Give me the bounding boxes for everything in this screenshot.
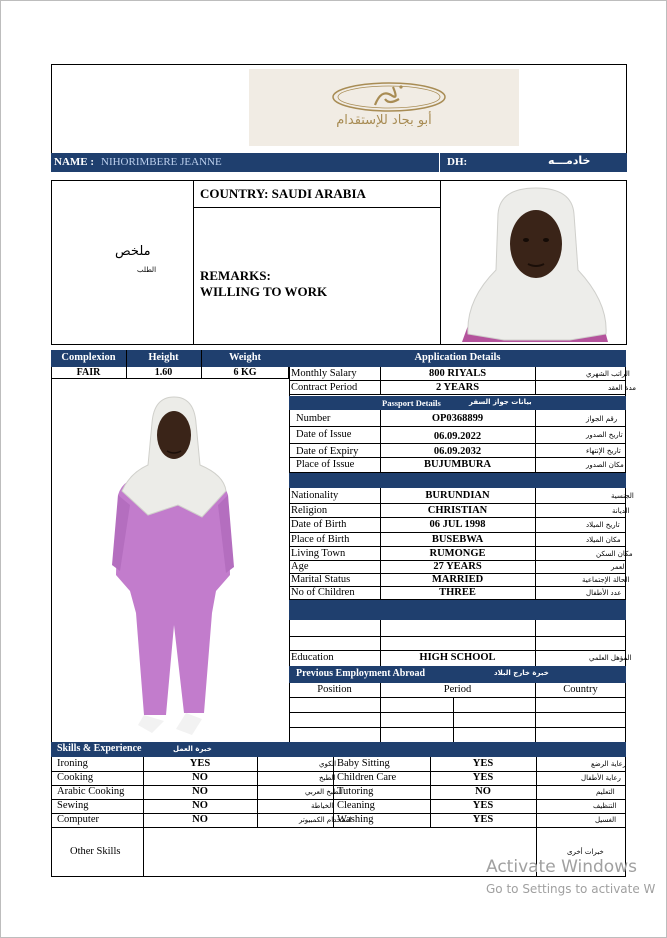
passport-number-arabic: رقم الجواز <box>586 415 618 423</box>
skill-cooking-label: Cooking <box>57 772 94 783</box>
skill-sewing-arabic: الخياطة <box>311 802 334 810</box>
employment-title-arabic: خبرة خارج البلاد <box>494 669 549 677</box>
living-town-arabic: مكان السكن <box>596 550 633 558</box>
contract-value: 2 YEARS <box>435 382 480 393</box>
religion-label: Religion <box>291 505 328 516</box>
top-divider-1 <box>193 180 194 345</box>
skills-title-arabic: خبرة العمل <box>173 745 212 753</box>
expiry-date-value: 06.09.2032 <box>433 446 482 457</box>
app-row-line-1 <box>289 380 626 381</box>
skill-cleaning-value: YES <box>472 800 494 811</box>
per-line-4 <box>289 546 626 547</box>
skill-ironing-arabic: الكوي <box>319 760 337 768</box>
skill-sewing-label: Sewing <box>57 800 89 811</box>
marital-status-value: MARRIED <box>431 574 484 585</box>
spacer-bar-2 <box>289 600 626 620</box>
emp-div-3 <box>453 697 454 742</box>
summary-arabic: ملخص <box>115 244 151 259</box>
salary-arabic: الراتب الشهري <box>586 370 630 378</box>
skill-cooking-arabic: الطبخ <box>319 774 336 782</box>
salary-label: Monthly Salary <box>291 368 357 379</box>
remarks-label: REMARKS: <box>200 268 271 283</box>
place-of-issue-label: Place of Issue <box>296 459 355 470</box>
skill-baby-sitting-label: Baby Sitting <box>337 758 390 769</box>
top-divider-h <box>193 207 440 208</box>
summary-arabic-2: الطلب <box>137 266 157 274</box>
empty-line-1 <box>289 636 626 637</box>
skill-computer-arabic: استخدام الكمبيوتر <box>299 816 352 824</box>
logo-emblem-icon <box>249 69 519 146</box>
age-label: Age <box>291 561 309 572</box>
living-town-value: RUMONGE <box>429 548 486 559</box>
skill-ironing-label: Ironing <box>57 758 88 769</box>
nationality-arabic: الجنسية <box>611 492 634 500</box>
skill-tutoring-value: NO <box>475 786 491 797</box>
per-line-3 <box>289 532 626 533</box>
religion-value: CHRISTIAN <box>427 505 488 516</box>
top-divider-2 <box>440 180 441 345</box>
skill-baby-sitting-arabic: رعاية الرضع <box>591 760 627 768</box>
emp-line-1 <box>289 697 626 698</box>
skill-computer-label: Computer <box>57 814 99 825</box>
sk-div-5 <box>536 757 537 828</box>
other-div-1 <box>143 828 144 877</box>
per-line-1 <box>289 503 626 504</box>
dh-label: DH: <box>447 156 468 168</box>
skill-cleaning-arabic: التنظيف <box>593 802 617 810</box>
children-arabic: عدد الأطفال <box>586 589 622 597</box>
passport-title-arabic: بيانات جواز السفر <box>469 398 532 406</box>
children-value: THREE <box>439 587 476 598</box>
height-value: 1.60 <box>154 367 173 378</box>
employment-title: Previous Employment Abroad <box>296 668 426 679</box>
skill-children-care-label: Children Care <box>337 772 397 783</box>
nationality-label: Nationality <box>291 490 339 501</box>
education-value: HIGH SCHOOL <box>419 652 496 663</box>
skills-title: Skills & Experience <box>57 743 142 754</box>
education-label: Education <box>291 652 334 663</box>
passport-number-value: OP0368899 <box>431 413 484 424</box>
salary-value: 800 RIYALS <box>428 368 487 379</box>
application-title: Application Details <box>414 352 501 363</box>
age-arabic: العمر <box>611 563 627 571</box>
age-value: 27 YEARS <box>433 561 482 572</box>
passport-title: Passport Details <box>382 398 441 408</box>
skill-children-care-value: YES <box>472 772 494 783</box>
emp-line-3 <box>289 727 626 728</box>
dob-value: 06 JUL 1998 <box>429 519 486 530</box>
passport-number-label: Number <box>296 413 331 424</box>
skill-sewing-value: NO <box>192 800 208 811</box>
activation-watermark-title: Activate Windows <box>486 857 637 877</box>
pob-value: BUSEBWA <box>431 534 484 545</box>
pob-arabic: مكان الميلاد <box>586 536 621 544</box>
children-label: No of Children <box>291 587 355 598</box>
app-div-2 <box>535 367 536 395</box>
pob-label: Place of Birth <box>291 534 350 545</box>
per-div-2 <box>535 488 536 600</box>
country-header: Country <box>563 684 598 695</box>
per-line-2 <box>289 517 626 518</box>
skill-ironing-value: YES <box>189 758 211 769</box>
skill-cooking-value: NO <box>192 772 208 783</box>
weight-value: 6 KG <box>233 367 257 378</box>
issue-date-arabic: تاريخ الصدور <box>586 431 623 439</box>
expiry-date-label: Date of Expiry <box>296 446 359 457</box>
empty-div-2 <box>535 620 536 666</box>
marital-status-label: Marital Status <box>291 574 351 585</box>
name-value: NIHORIMBERE JEANNE <box>101 156 222 168</box>
remarks-value: WILLING TO WORK <box>200 284 328 299</box>
portrait-photo <box>460 184 610 342</box>
skill-cleaning-label: Cleaning <box>337 800 375 811</box>
logo-text: أبو بجاد للإستقدام <box>336 113 432 128</box>
skill-arabic-cooking-value: NO <box>192 786 208 797</box>
emp-line-2 <box>289 712 626 713</box>
company-logo <box>249 69 519 146</box>
marital-status-arabic: الحالة الإجتماعية <box>582 576 630 584</box>
education-arabic: المؤهل العلمي <box>589 654 632 662</box>
passport-header <box>289 396 626 410</box>
skill-washing-value: YES <box>472 814 494 825</box>
full-body-photo <box>108 395 238 743</box>
period-header: Period <box>443 684 472 695</box>
pp-div-2 <box>535 410 536 473</box>
skill-computer-value: NO <box>192 814 208 825</box>
app-row-line-2 <box>289 394 626 395</box>
position-header: Position <box>317 684 352 695</box>
skill-washing-label: Washing <box>337 814 374 825</box>
religion-arabic: الديانة <box>612 507 630 515</box>
living-town-label: Living Town <box>291 548 346 559</box>
complexion-header: Complexion <box>61 352 116 363</box>
place-of-issue-value: BUJUMBURA <box>423 459 492 470</box>
activation-watermark-subtitle: Go to Settings to activate W <box>486 882 656 896</box>
issue-date-value: 06.09.2022 <box>433 431 482 442</box>
spacer-bar-1 <box>289 473 626 488</box>
issue-date-label: Date of Issue <box>296 429 352 440</box>
name-bar-divider <box>439 153 440 172</box>
skill-tutoring-arabic: التعليم <box>596 788 615 796</box>
dob-label: Date of Birth <box>291 519 347 530</box>
height-header: Height <box>148 352 179 363</box>
complexion-value: FAIR <box>76 367 101 378</box>
skill-arabic-cooking-label: Arabic Cooking <box>57 786 125 797</box>
sk-div-2 <box>257 757 258 828</box>
dob-arabic: تاريخ الميلاد <box>586 521 620 529</box>
skill-arabic-cooking-arabic: الطبخ العربي <box>305 788 343 796</box>
name-label: NAME : <box>54 156 95 168</box>
pp-line-2 <box>289 443 626 444</box>
country: COUNTRY: SAUDI ARABIA <box>200 186 366 201</box>
expiry-date-arabic: تاريخ الإنتهاء <box>586 447 621 455</box>
dh-arabic: خادمـــه <box>548 154 591 167</box>
contract-arabic: مدة العقد <box>608 384 636 392</box>
other-skills-label: Other Skills <box>70 846 121 857</box>
pp-line-1 <box>289 426 626 427</box>
skill-children-care-arabic: رعاية الأطفال <box>581 774 621 782</box>
contract-label: Contract Period <box>291 382 358 393</box>
other-skills-arabic: خبرات أخرى <box>567 848 604 856</box>
nationality-value: BURUNDIAN <box>425 490 490 501</box>
empty-line-2 <box>289 650 626 651</box>
skill-baby-sitting-value: YES <box>472 758 494 769</box>
left-photo-border <box>51 379 52 742</box>
place-of-issue-arabic: مكان الصدور <box>586 461 624 469</box>
weight-header: Weight <box>228 352 262 363</box>
skill-washing-arabic: الغسيل <box>595 816 617 824</box>
skill-tutoring-label: Tutoring <box>337 786 374 797</box>
